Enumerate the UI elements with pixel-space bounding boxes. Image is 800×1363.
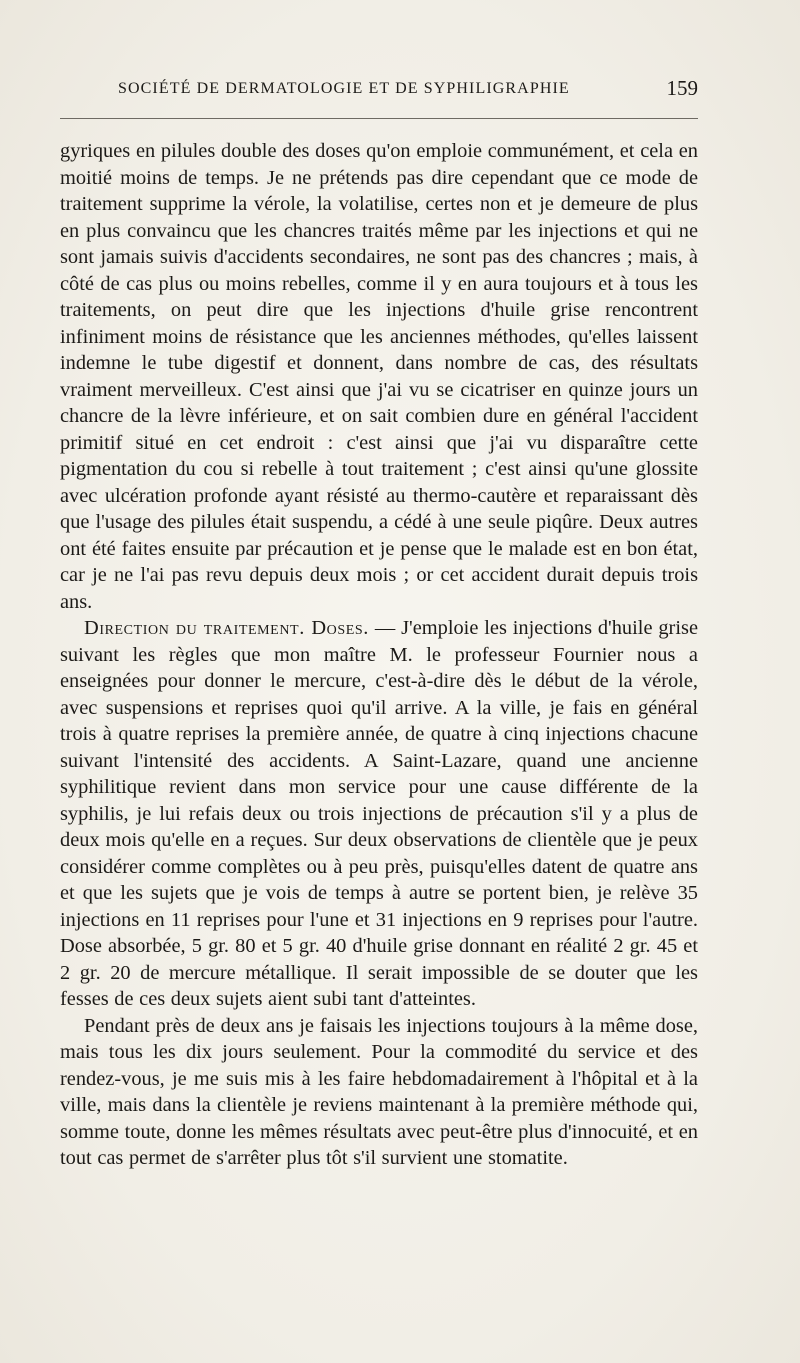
section-heading: Direction du traitement. Doses. [84,617,369,639]
paragraph-2 [60,615,698,1013]
page-number: 159 [666,76,698,100]
paragraph-2-text: — J'emploie les injections d'huile grise suivant les règles que mon maître M. le professeur Fournier nous a enseignées pour donner le mercure, c'est-à-dire dès le début de la vérole, avec suspensions et reprises quoi qu'il arrive. A la ville, je fais en général trois à quatre reprises la première année, de quatre à cinq injections chacune suivant l'intensité des accidents. A Saint-Lazare, quand une ancienne syphilitique revient dans mon service pour une cause différente de la syphilis, je lui refais deux ou trois injections de précaution s'il y a plus de deux mois qu'elle en a reçues. Sur deux observations de clientèle que je peux considérer comme complètes ou à peu près, puisqu'elles datent de quatre ans et que les sujets que je vois de temps à autre se portent bien, je relève 35 injections en 11 reprises pour l'une et 31 injections en 9 reprises pour l'autre. Dose absorbée, 5 gr. 80 et 5 gr. 40 d'huile grise donnant en réalité 2 gr. 45 et 2 gr. 20 de mercure métallique. Il serait impossible de se douter que les fesses de ces deux sujets aient subi tant d'atteintes. [60,617,698,1010]
running-head-title: SOCIÉTÉ DE DERMATOLOGIE ET DE SYPHILIGRAPHIE [118,80,570,97]
page-body [60,138,698,1172]
header-rule [60,118,698,119]
paragraph-1: gyriques en pilules double des doses qu'on emploie communément, et cela en moitié moins de temps. Je ne prétends pas dire cependant que ce mode de traitement supprime la vérole, la volatilise, certes non et je demeure de plus en plus convaincu que les chancres traités même par les injections et qui ne sont jamais suivis d'accidents secondaires, ne sont pas des chancres ; mais, à côté de cas plus ou moins rebelles, comme il y en aura toujours et à tous les traitements, on peut dire que les injections d'huile grise rencontrent infiniment moins de résistance que les anciennes méthodes, qu'elles laissent indemne le tube digestif et donnent, dans nombre de cas, des résultats vraiment merveilleux. C'est ainsi que j'ai vu se cicatriser en quinze jours un chancre de la lèvre inférieure, et on sait combien dure en général l'accident primitif situé en cet endroit : c'est ainsi que j'ai vu disparaître cette pigmentation du cou si rebelle à tout traitement ; c'est ainsi qu'une glossite avec ulcération profonde ayant résisté au thermo-cautère et reparaissant dès que l'usage des pilules était suspendu, a cédé à une seule piqûre. Deux autres ont été faites ensuite par précaution et je pense que le malade est en bon état, car je ne l'ai pas revu depuis deux mois ; or cet accident durait depuis trois ans. [60,140,698,613]
running-head [60,74,700,104]
paragraph-3: Pendant près de deux ans je faisais les injections toujours à la même dose, mais tous les dix jours seulement. Pour la commodité du service et des rendez-vous, je me suis mis à les faire hebdomadairement à l'hôpital et à la ville, mais dans la clientèle je reviens maintenant à la première méthode qui, somme toute, donne les mêmes résultats avec peut-être plus d'innocuité, et en tout cas permet de s'arrêter plus tôt s'il survient une stomatite. [60,1014,698,1169]
